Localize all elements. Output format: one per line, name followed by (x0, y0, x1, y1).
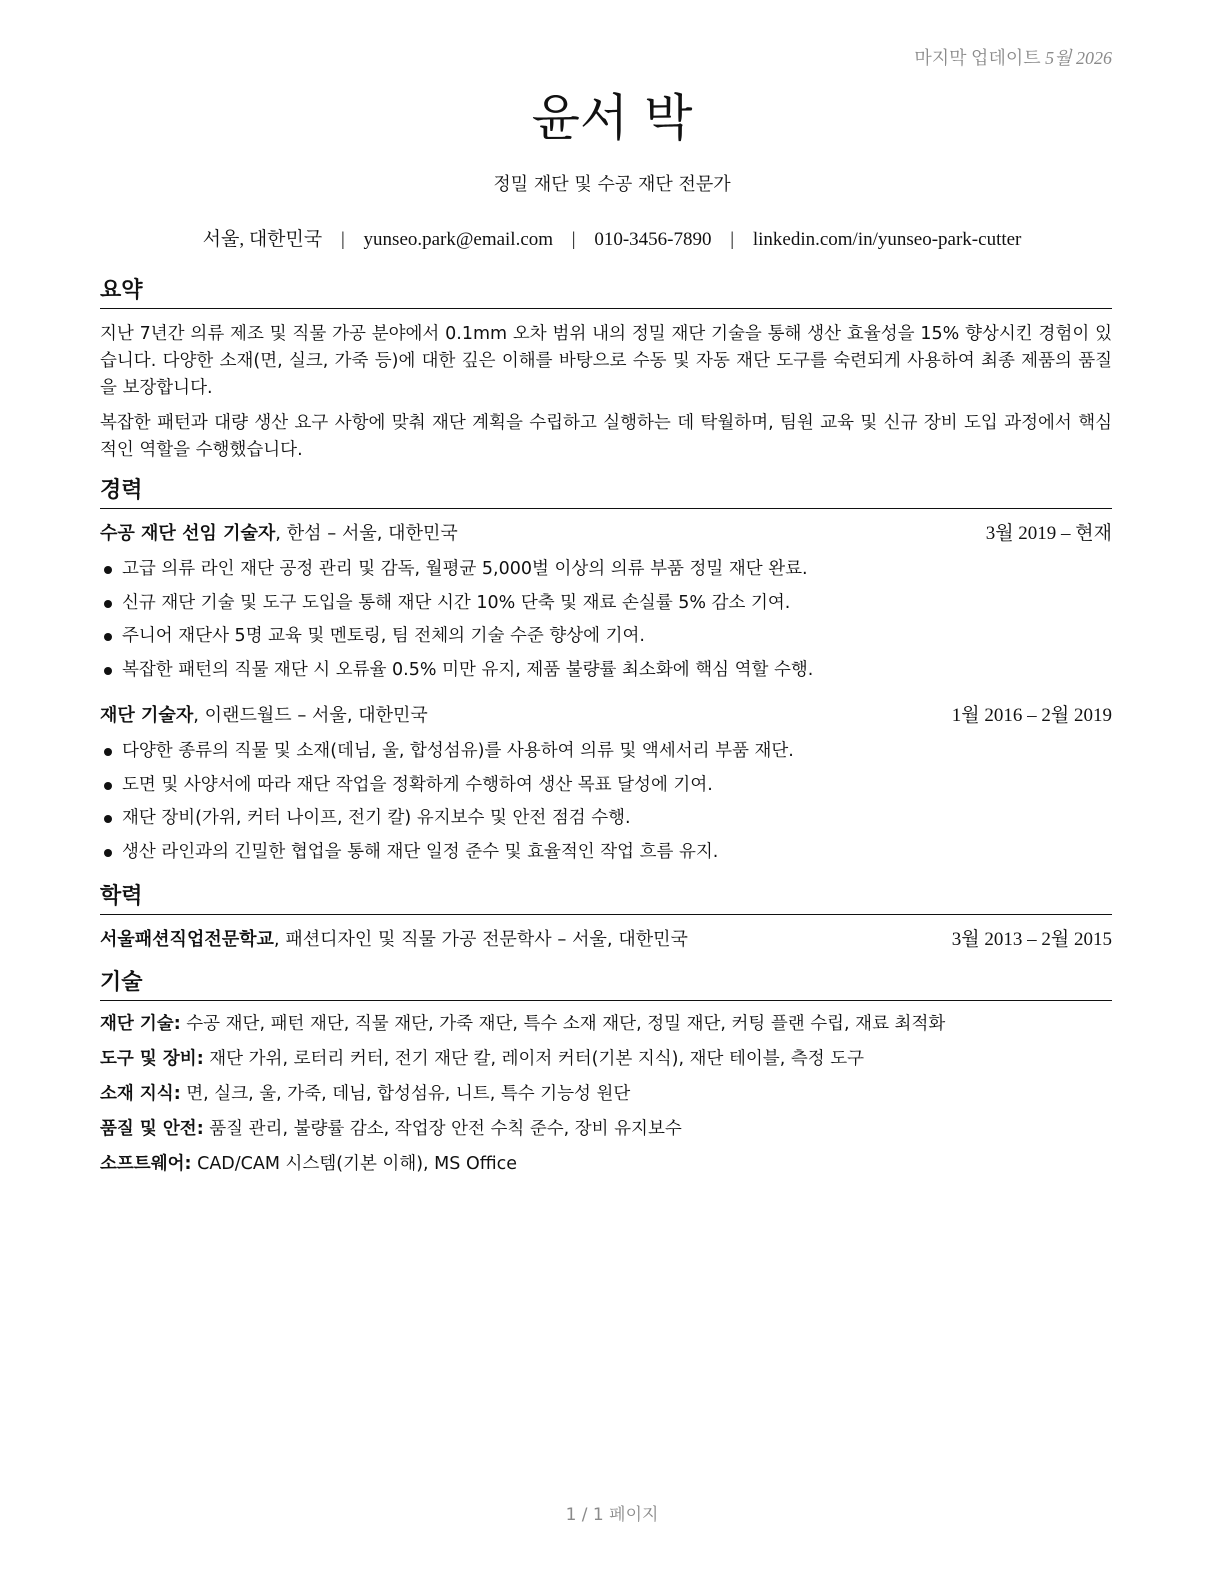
skill-key: 소프트웨어: (100, 1154, 192, 1174)
education-detail: , 패션디자인 및 직물 가공 전문학사 – 서울, 대한민국 (273, 929, 688, 950)
job-header (100, 521, 1112, 547)
resume-subtitle: 정밀 재단 및 수공 재단 전문가 (493, 174, 731, 195)
summary-section (100, 276, 1112, 472)
skill-key: 소재 지식: (100, 1084, 181, 1104)
job-entry (100, 703, 1112, 869)
last-updated (914, 44, 1112, 70)
job-header (100, 703, 1112, 729)
summary-title: 요약 (100, 276, 1112, 309)
job-bullet: 다양한 종류의 직물 및 소재(데님, 울, 합성섬유)를 사용하여 의류 및 액세서리 부품 재단. (100, 735, 1112, 769)
job-bullet: 신규 재단 기술 및 도구 도입을 통해 재단 시간 10% 단축 및 재료 손실률 5% 감소 기여. (100, 587, 1112, 621)
skill-value: 품질 관리, 불량률 감소, 작업장 안전 수칙 준수, 장비 유지보수 (203, 1119, 682, 1139)
skill-key: 품질 및 안전: (100, 1119, 204, 1139)
skill-value: CAD/CAM 시스템(기본 이해), MS Office (191, 1154, 518, 1174)
summary-paragraph: 복잡한 패턴과 대량 생산 요구 사항에 맞춰 재단 계획을 수립하고 실행하는 데 탁월하며, 팀원 교육 및 신규 장비 도입 과정에서 핵심적인 역할을 수행했습니다. (100, 413, 1112, 460)
skill-value: 수공 재단, 패턴 재단, 직물 재단, 가죽 재단, 특수 소재 재단, 정밀 재단, 커팅 플랜 수립, 재료 최적화 (180, 1014, 946, 1034)
job-org: , 한섬 – 서울, 대한민국 (275, 523, 458, 544)
job-org: , 이랜드월드 – 서울, 대한민국 (193, 705, 428, 726)
job-bullet: 주니어 재단사 5명 교육 및 멘토링, 팀 전체의 기술 수준 향상에 기여. (100, 620, 1112, 654)
skill-line (100, 1112, 1112, 1147)
job-bullet: 도면 및 사양서에 따라 재단 작업을 정확하게 수행하여 생산 목표 달성에 기여. (100, 769, 1112, 803)
skill-value: 면, 실크, 울, 가죽, 데님, 합성섬유, 니트, 특수 기능성 원단 (180, 1084, 631, 1104)
job-bullet: 고급 의류 라인 재단 공정 관리 및 감독, 월평균 5,000벌 이상의 의류 부품 정밀 재단 완료. (100, 553, 1112, 587)
experience-title: 경력 (100, 476, 1112, 509)
education-title: 학력 (100, 882, 1112, 915)
contact-phone[interactable]: 010-3456-7890 (594, 229, 712, 250)
job-dates: 3월 2019 – 현재 (985, 523, 1112, 544)
page-number: 1 / 1 페이지 (565, 1505, 659, 1525)
job-role: 수공 재단 선임 기술자 (100, 523, 276, 544)
education-school: 서울패션직업전문학교 (100, 929, 274, 950)
skill-key: 재단 기술: (100, 1014, 181, 1034)
skill-line (100, 1077, 1112, 1112)
skill-value: 재단 가위, 로터리 커터, 전기 재단 칼, 레이저 커터(기본 지식), 재단 테이블, 측정 도구 (203, 1049, 865, 1069)
skills-section (100, 968, 1112, 1182)
summary-paragraph: 지난 7년간 의류 제조 및 직물 가공 분야에서 0.1mm 오차 범위 내의 정밀 재단 기술을 통해 생산 효율성을 15% 향상시킨 경험이 있습니다. 다양한 소재(면, 실크, 가죽 등)에 대한 깊은 이해를 바탕으로 수동 및 자동 재단 도구를 숙련되게 사용하여 최종 제품의 품질을 보장합니다. (100, 324, 1112, 398)
contact-separator: | (571, 229, 576, 250)
experience-section (100, 476, 1112, 869)
job-bullet: 재단 장비(가위, 커터 나이프, 전기 칼) 유지보수 및 안전 점검 수행. (100, 802, 1112, 836)
job-bullets (100, 553, 1112, 687)
education-entry (100, 927, 1112, 953)
last-updated-label: 마지막 업데이트 (914, 48, 1041, 68)
education-section (100, 882, 1112, 953)
job-bullets (100, 735, 1112, 869)
job-dates: 1월 2016 – 2월 2019 (951, 705, 1112, 726)
contact-location: 서울, 대한민국 (202, 229, 323, 250)
job-entry (100, 521, 1112, 687)
job-bullet: 생산 라인과의 긴밀한 협업을 통해 재단 일정 준수 및 효율적인 작업 흐름 유지. (100, 836, 1112, 870)
job-bullet: 복잡한 패턴의 직물 재단 시 오류율 0.5% 미만 유지, 제품 불량률 최소화에 핵심 역할 수행. (100, 654, 1112, 688)
job-role: 재단 기술자 (100, 705, 194, 726)
skill-key: 도구 및 장비: (100, 1049, 204, 1069)
contact-line (0, 224, 1224, 251)
last-updated-date: 5월 2026 (1045, 48, 1112, 68)
resume-name: 윤서 박 (531, 89, 693, 147)
skills-title: 기술 (100, 968, 1112, 1001)
contact-separator: | (730, 229, 735, 250)
contact-separator: | (340, 229, 345, 250)
skill-line (100, 1147, 1112, 1182)
skill-line (100, 1042, 1112, 1077)
education-dates: 3월 2013 – 2월 2015 (951, 929, 1112, 950)
contact-email[interactable]: yunseo.park@email.com (363, 229, 554, 250)
contact-linkedin[interactable]: linkedin.com/in/yunseo-park-cutter (752, 229, 1022, 250)
skill-line (100, 1007, 1112, 1042)
